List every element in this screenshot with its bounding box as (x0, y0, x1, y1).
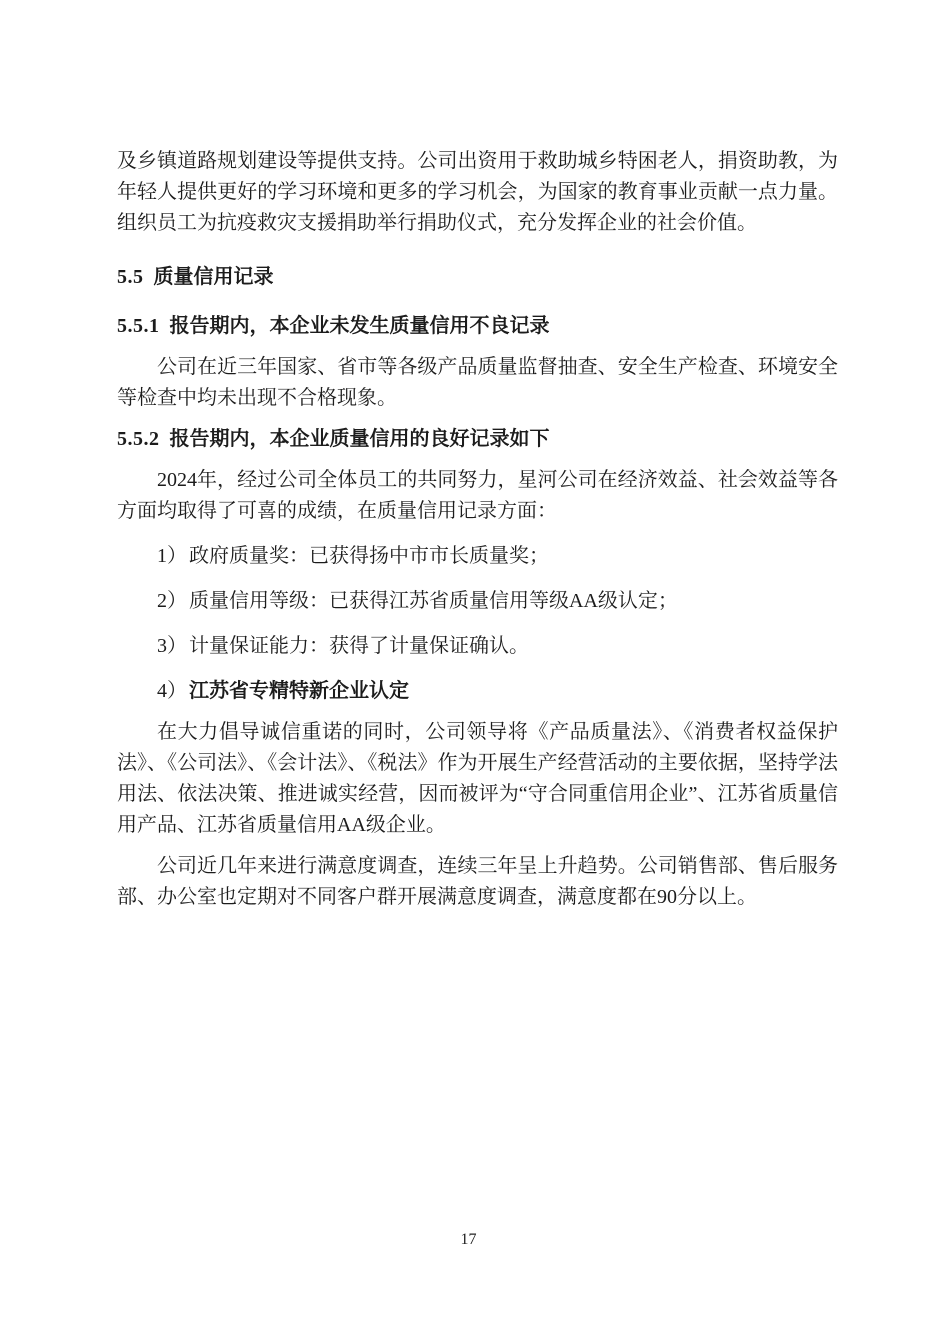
list-item-text: 计量保证能力：获得了计量保证确认。 (189, 635, 529, 657)
list-item-label: 3） (157, 635, 187, 657)
section-heading-5-5-1 (117, 311, 838, 342)
paragraph-continuation: 及乡镇道路规划建设等提供支持。公司出资用于救助城乡特困老人，捐资助教，为年轻人提供更好的学习环境和更多的学习机会，为国家的教育事业贡献一点力量。组织员工为抗疫救灾支援捐助举行捐助仪式，充分发挥企业的社会价值。 (117, 150, 838, 234)
list-item (117, 541, 838, 572)
list-item-label: 4） (157, 680, 187, 702)
section-number: 5.5 (117, 266, 144, 288)
list-item-text: 江苏省专精特新企业认定 (189, 680, 409, 702)
paragraph-law-compliance: 在大力倡导诚信重诺的同时，公司领导将《产品质量法》、《消费者权益保护法》、《公司法》、《会计法》、《税法》作为开展生产经营活动的主要依据，坚持学法用法、依法决策、推进诚实经营，因而被评为“守合同重信用企业”、江苏省质量信用产品、江苏省质量信用AA级企业。 (117, 721, 838, 836)
list-item (117, 631, 838, 662)
list-item-label: 2） (157, 590, 187, 612)
page-number: 17 (460, 1231, 477, 1248)
quality-record-list (117, 541, 838, 707)
paragraph-2024-achievements: 2024年，经过公司全体员工的共同努力，星河公司在经济效益、社会效益等各方面均取得了可喜的成绩，在质量信用记录方面： (117, 469, 838, 522)
list-item-text: 政府质量奖：已获得扬中市市长质量奖； (189, 545, 549, 567)
paragraph-satisfaction-survey: 公司近几年来进行满意度调查，连续三年呈上升趋势。公司销售部、售后服务部、办公室也定期对不同客户群开展满意度调查，满意度都在90分以上。 (117, 855, 838, 908)
list-item-text: 质量信用等级：已获得江苏省质量信用等级AA级认定； (189, 590, 678, 612)
section-heading-5-5 (117, 262, 838, 293)
section-title: 质量信用记录 (153, 266, 274, 288)
page-footer (0, 1231, 937, 1249)
list-item (117, 676, 838, 707)
list-item (117, 586, 838, 617)
list-item-label: 1） (157, 545, 187, 567)
section-title: 报告期内，本企业未发生质量信用不良记录 (169, 315, 550, 337)
section-number: 5.5.2 (117, 428, 160, 450)
section-title: 报告期内，本企业质量信用的良好记录如下 (169, 428, 550, 450)
section-number: 5.5.1 (117, 315, 160, 337)
paragraph-inspection-record: 公司在近三年国家、省市等各级产品质量监督抽查、安全生产检查、环境安全等检查中均未出现不合格现象。 (117, 356, 838, 409)
section-heading-5-5-2 (117, 424, 838, 455)
